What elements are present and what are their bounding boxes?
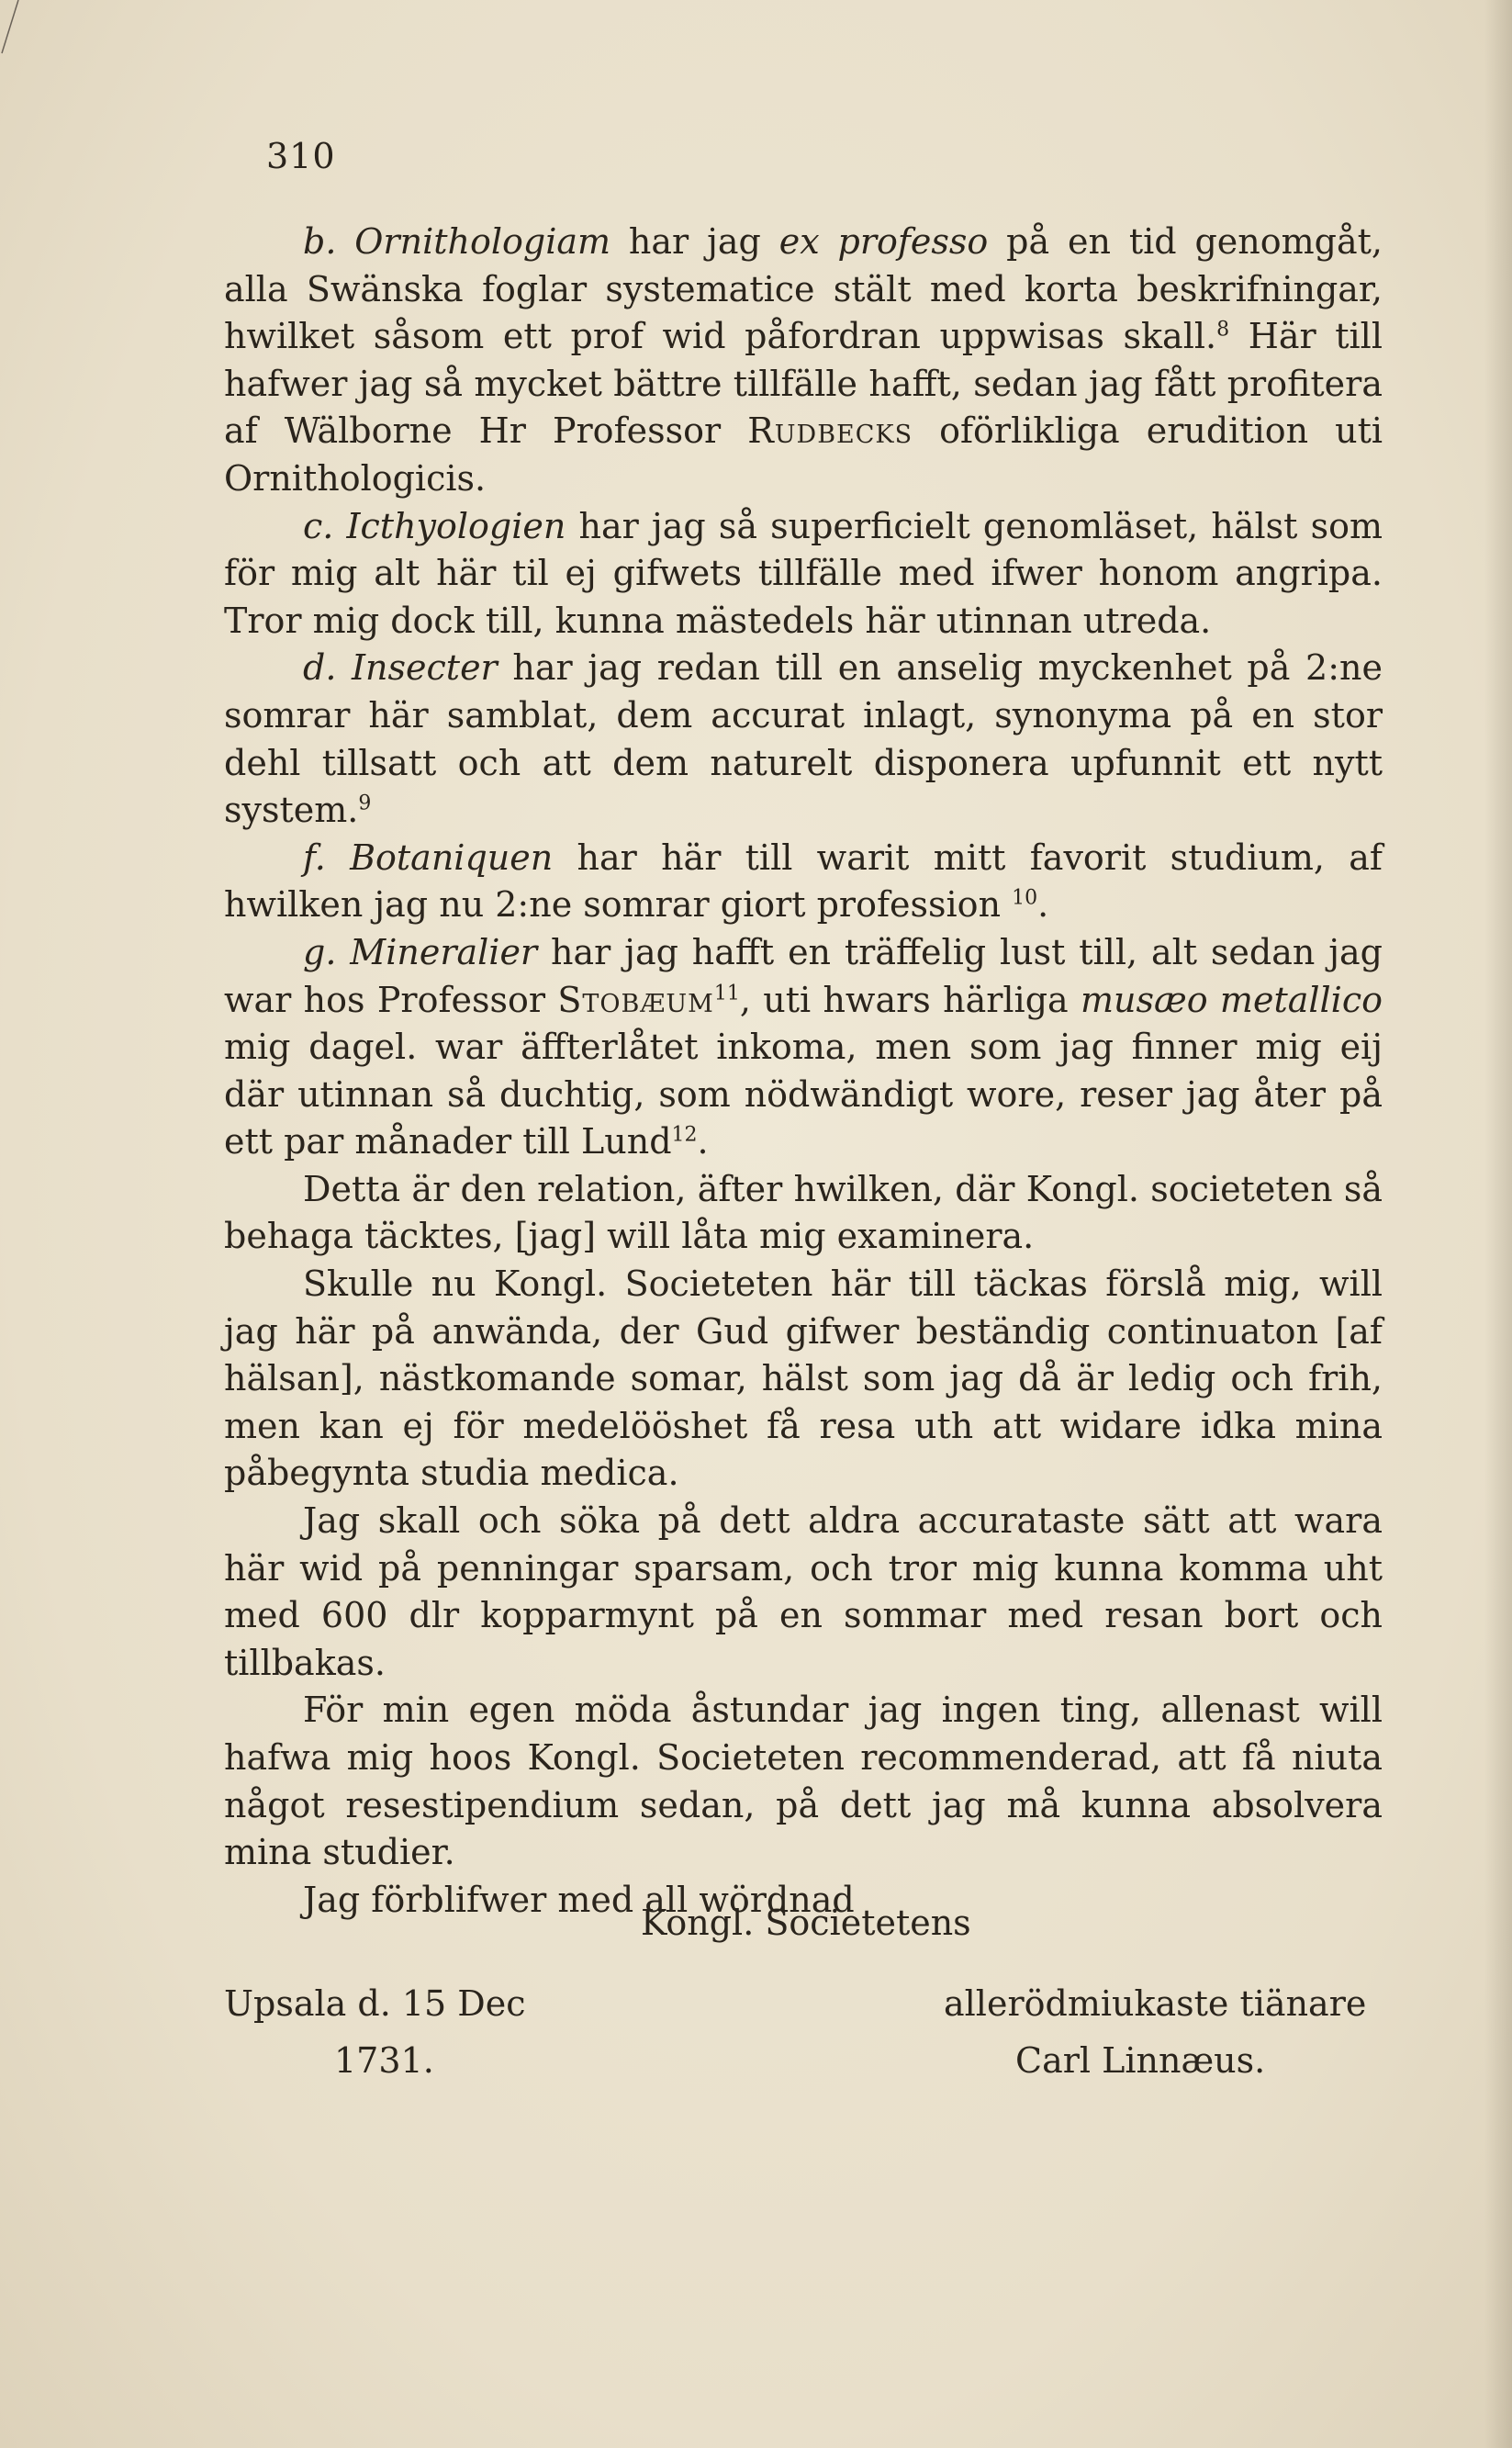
text-run: . — [1037, 884, 1049, 926]
text-run: på en tid genomgåt, alla Swänska foglar systematice stält med korta beskrifningar, hwilket såsom ett prof wid påfordran uppwisas skall. — [224, 221, 1383, 357]
text-run: , uti hwars härliga — [739, 979, 1081, 1020]
person-name: Rudbecks — [747, 410, 913, 452]
item-term: Insecter — [352, 647, 498, 689]
closing-addressee: Kongl. Societetens — [641, 1903, 971, 1943]
footnote-ref: 9 — [358, 792, 372, 815]
page-number: 310 — [266, 136, 336, 176]
paragraph-minerals — [224, 929, 1383, 1166]
latin-phrase: ex professo — [778, 221, 989, 262]
paragraph-ichthyology — [224, 503, 1383, 646]
paragraph-botany — [224, 835, 1383, 929]
item-term: Icthyologien — [346, 505, 566, 546]
item-term: Mineralier — [350, 931, 538, 972]
footnote-ref: 11 — [713, 981, 740, 1005]
signature: Carl Linnæus. — [1015, 2040, 1266, 2081]
item-letter: c. — [303, 505, 334, 546]
text-run: Här till hafwer jag så mycket bättre tillfälle hafft, sedan jag fått profitera af Wälborne Hr Professor — [224, 316, 1383, 452]
footnote-ref: 12 — [671, 1123, 698, 1147]
place-date: Upsala d. 15 Dec — [224, 1983, 526, 2024]
text-run: har jag redan till en anselig myckenhet på 2:ne somrar här samblat, dem accurat inlagt, synonyma på en stor dehl tillsatt och att dem naturelt disponera upfunnit ett nytt system. — [224, 647, 1383, 831]
text-run: har jag så superficielt genomläset, hälst som för mig alt här til ej gifwets tillfälle med ifwer honom angripa. Tror mig dock till, kunna mästedels här utinnan utreda. — [224, 505, 1383, 641]
footnote-ref: 8 — [1216, 318, 1230, 342]
paragraph-insects — [224, 645, 1383, 834]
paragraph-budget: Jag skall och söka på dett aldra accurataste sätt att wara här wid på penningar sparsam, och tror mig kunna komma uht med 600 dlr kopparmynt på en sommar med resan bort och tillbakas. — [224, 1500, 1383, 1683]
person-name: Stobæum — [557, 979, 714, 1020]
item-letter: f. — [303, 837, 326, 878]
latin-phrase: musæo metallico — [1081, 979, 1383, 1020]
pen-mark-icon — [0, 0, 55, 55]
paragraph-ornithology — [224, 219, 1383, 503]
text-run: . — [697, 1121, 709, 1162]
letter-body — [224, 219, 1383, 1924]
paragraph-stipend: För min egen möda åstundar jag ingen ting, allenast will hafwa mig hoos Kongl. Societeten recommenderad, att få niuta något resestipendium sedan, på dett jag må kunna absolvera mina studier. — [224, 1690, 1383, 1873]
paragraph-relation: Detta är den relation, äfter hwilken, där Kongl. societeten så behaga täcktes, [jag] will låta mig examinera. — [224, 1168, 1383, 1257]
text-run: oförlikliga erudition uti Ornithologicis. — [224, 410, 1383, 499]
item-letter: g. — [303, 931, 337, 972]
year: 1731. — [334, 2040, 434, 2081]
item-term: Botaniquen — [350, 837, 554, 878]
item-letter: d. — [303, 647, 337, 689]
paragraph-request: Skulle nu Kongl. Societeten här till täckas förslå mig, will jag här på anwända, der Gud gifwer beständig continuaton [af hälsan], nästkomande somar, hälst som jag då är ledig och frih, men kan ej för medelööshet få resa uth att widare idka mina påbegynta studia medica. — [224, 1263, 1383, 1494]
item-term: Ornithologiam — [354, 221, 611, 262]
text-run: har jag — [610, 221, 779, 262]
page-edge-shadow — [1484, 0, 1512, 2448]
paragraph-closing: Jag förblifwer med all wördnad — [303, 1879, 855, 1920]
text-run: mig dagel. war äffterlåtet inkoma, men som jag finner mig eij där utinnan så duchtig, som nödwändigt wore, reser jag åter på ett par månader till Lund — [224, 1027, 1383, 1162]
text-run: har här till warit mitt favorit studium, af hwilken jag nu 2:ne somrar giort profession — [224, 837, 1383, 926]
text-run: har jag hafft en träffelig lust till, alt sedan jag war hos Professor — [224, 931, 1383, 1020]
item-letter: b. — [303, 221, 337, 262]
closing-servant: allerödmiukaste tiänare — [944, 1983, 1367, 2024]
footnote-ref: 10 — [1012, 886, 1038, 910]
